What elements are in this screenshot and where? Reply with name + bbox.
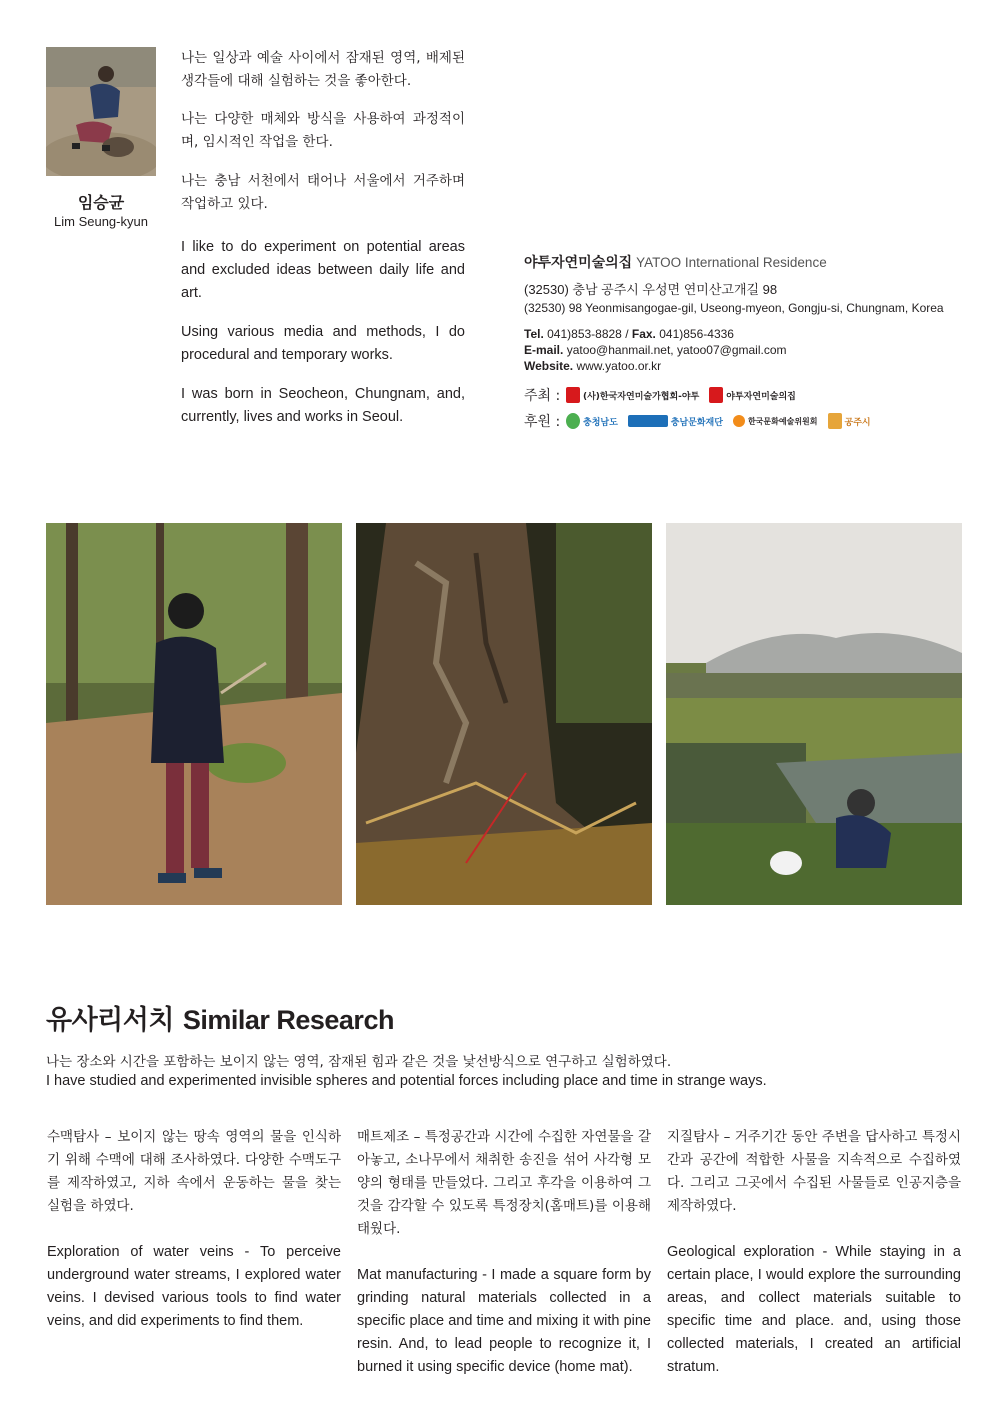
- research-kr-text: 매트제조 – 특정공간과 시간에 수집한 자연물을 갈아놓고, 소나무에서 채취한 송진을 섞어 사각형 모양의 형태를 만들었다. 그리고 후각을 이용하여 그것을 감각할 수 있도록 특정장치(홈매트)를 이용해 태웠다.: [357, 1129, 651, 1237]
- host-name: 야투자연미술의집: [726, 391, 796, 402]
- section-title-en: Similar Research: [182, 1005, 394, 1035]
- research-en-text: Mat manufacturing - I made a square form by grinding natural materials collected in a specific place and time and mixing it with pine resin. And, to lead people to recognize it, I burned it using specific device (home mat).: [357, 1267, 651, 1375]
- residence-name-en: YATOO International Residence: [636, 255, 827, 270]
- foundation-mark-icon: [628, 415, 668, 427]
- bio-kr-paragraph: 나는 일상과 예술 사이에서 잠재된 영역, 배제된 생각들에 대해 실험하는 것을 좋아한다.: [181, 50, 465, 89]
- sponsor-logo-arts-council: [733, 415, 818, 427]
- sponsor-name: 공주시: [844, 417, 871, 428]
- research-kr-text: 지질탐사 – 거주기간 동안 주변을 답사하고 특정시간과 공간에 적합한 사물을 지속적으로 수집하였다. 그리고 그곳에서 수집된 사물들로 인공지층을 제작하였다.: [667, 1129, 961, 1214]
- sponsor-logo-chungnam: [566, 413, 618, 429]
- artist-portrait-photo: [46, 47, 156, 176]
- bio-en-paragraph: I was born in Seocheon, Chungnam, and, currently, lives and works in Seoul.: [181, 386, 465, 425]
- bio-en-paragraph: I like to do experiment on potential areas and excluded ideas between daily life and art.: [181, 239, 465, 301]
- sponsor-row: [524, 408, 964, 434]
- sponsor-logo-gongju: [828, 413, 871, 429]
- bio-kr-paragraph: 나는 다양한 매체와 방식을 사용하여 과정적이며, 임시적인 작업을 한다.: [181, 111, 465, 150]
- sponsor-name: 한국문화예술위원회: [747, 416, 818, 426]
- host-logo-yatoo-residence: [709, 387, 796, 403]
- photo-geological-exploration: [666, 523, 962, 905]
- tel-label: Tel.: [524, 327, 544, 341]
- photo-water-vein-exploration: [46, 523, 342, 905]
- research-column-mat-manufacturing: [357, 1126, 651, 1379]
- address-en: (32530) 98 Yeonmisangogae-gil, Useong-myeon, Gongju-si, Chungnam, Korea: [524, 301, 944, 315]
- contact-phone-row: Tel. 041)853-8828 / Fax. 041)856-4336: [524, 327, 734, 341]
- sponsor-name: 충청남도: [583, 417, 618, 428]
- sponsor-label: 후원 :: [524, 414, 561, 430]
- residence-name-kr: 야투자연미술의집: [524, 255, 633, 271]
- yatoo-mark-icon: [566, 387, 580, 403]
- arts-council-mark-icon: [733, 415, 745, 427]
- host-name: (사)한국자연미술가협회-야투: [583, 391, 700, 402]
- bio-kr-paragraph: 나는 충남 서천에서 태어나 서울에서 거주하며 작업하고 있다.: [181, 173, 465, 212]
- fax-label: Fax.: [631, 327, 656, 341]
- website-link[interactable]: www.yatoo.or.kr: [576, 359, 662, 373]
- email-link[interactable]: yatoo@hanmail.net, yatoo07@gmail.com: [566, 343, 787, 357]
- section-title: [46, 998, 394, 1037]
- research-en-text: Geological exploration - While staying in a certain place, I would explore the surrounding areas, and collect materials suitable to specific time and place. and, using those collected materials, I created an artificial stratum.: [667, 1244, 961, 1375]
- residence-title: [524, 252, 964, 272]
- bio-en-paragraph: Using various media and methods, I do procedural and temporary works.: [181, 324, 465, 363]
- section-intro-kr: 나는 장소와 시간을 포함하는 보이지 않는 영역, 잠재된 힘과 같은 것을 낯선방식으로 연구하고 실험하였다.: [46, 1054, 672, 1070]
- research-column-water-veins: [47, 1126, 341, 1333]
- yatoo-mark-icon: [709, 387, 723, 403]
- email-label: E-mail.: [524, 343, 564, 357]
- research-column-geological-exploration: [667, 1126, 961, 1379]
- residence-info: [524, 252, 964, 434]
- artist-name-korean: 임승균: [77, 193, 125, 212]
- contact-website-row: [524, 358, 964, 374]
- sponsor-logo-cultural-foundation: [628, 415, 723, 428]
- host-logo-yatoo-association: [566, 387, 699, 403]
- host-label: 주최 :: [524, 388, 561, 404]
- research-kr-text: 수맥탐사 – 보이지 않는 땅속 영역의 물을 인식하기 위해 수맥에 대해 조사하였다. 다양한 수맥도구를 제작하였고, 지하 속에서 운동하는 물을 찾는 실험을 하였다.: [47, 1129, 341, 1214]
- section-title-kr: 유사리서치: [46, 1005, 174, 1036]
- section-intro-en: I have studied and experimented invisible spheres and potential forces including place and time in strange ways.: [46, 1073, 767, 1089]
- photo-pine-tree-resin: [356, 523, 652, 905]
- chungnam-mark-icon: [566, 413, 580, 429]
- tel-value: 041)853-8828: [547, 327, 622, 341]
- research-en-text: Exploration of water veins - To perceive underground water streams, I explored water veins. I devised various tools to find water veins, and did experiments to find them.: [47, 1244, 341, 1329]
- gongju-mark-icon: [828, 413, 842, 429]
- address-kr: (32530) 충남 공주시 우성면 연미산고개길 98: [524, 282, 778, 297]
- website-label: Website.: [524, 359, 574, 373]
- fax-value: 041)856-4336: [659, 327, 734, 341]
- sponsor-name: 충남문화재단: [670, 417, 723, 428]
- host-row: [524, 382, 964, 408]
- contact-email-row: [524, 342, 964, 358]
- artist-name-english: Lim Seung-kyun: [54, 214, 148, 229]
